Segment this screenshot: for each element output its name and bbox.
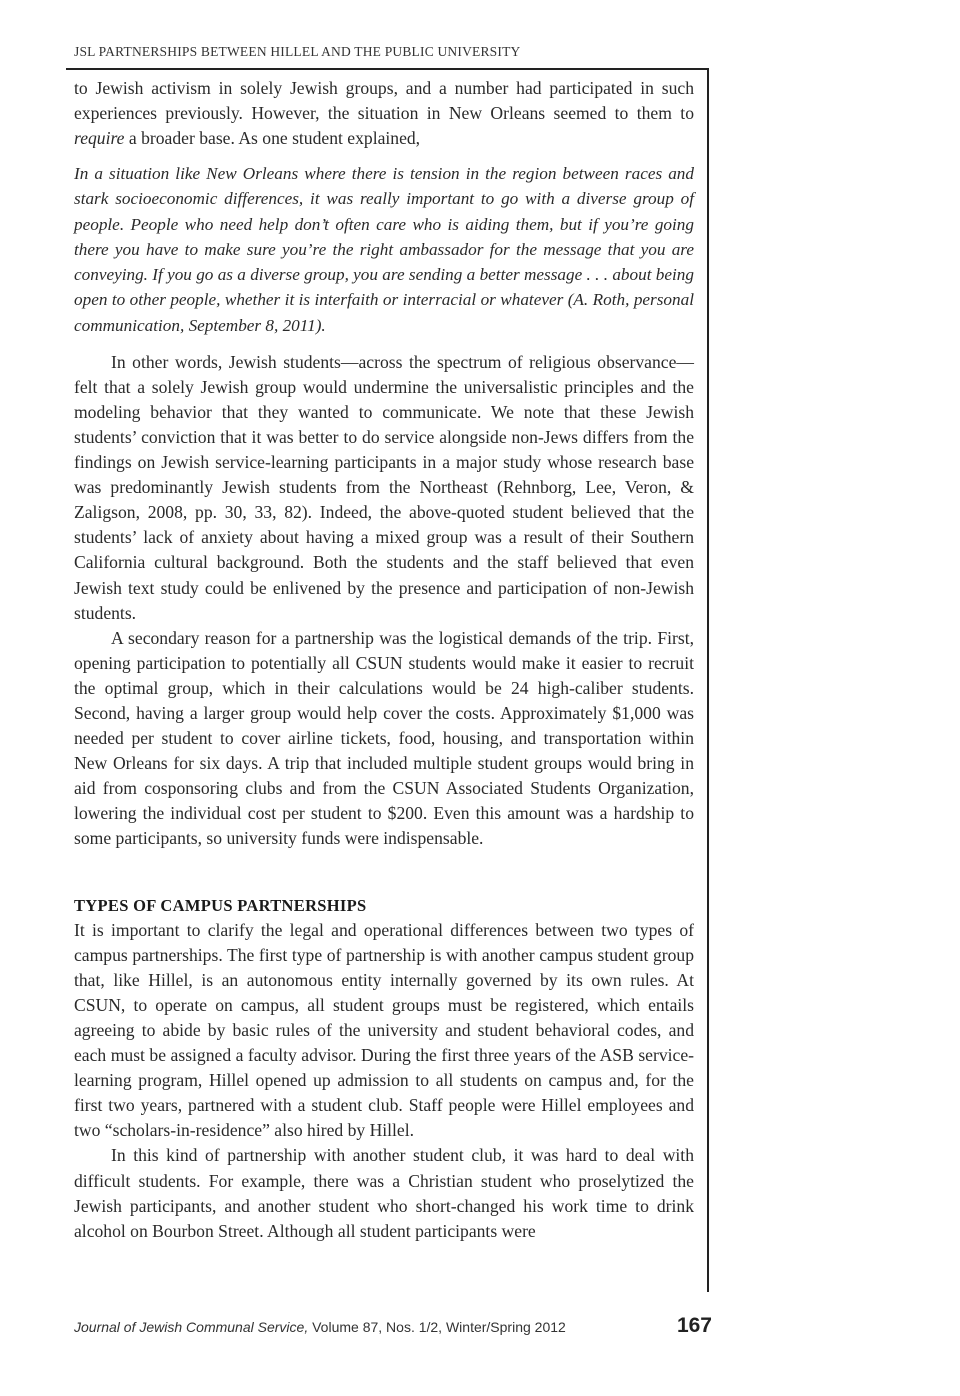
page-number: 167 (676, 1314, 712, 1337)
page-footer (74, 1314, 714, 1341)
emphasis-require: require (74, 128, 125, 149)
top-rule (66, 68, 708, 70)
journal-issue: Volume 87, Nos. 1/2, Winter/Spring 2012 (308, 1319, 566, 1335)
paragraph-1 (74, 76, 694, 151)
paragraph-4: It is important to clarify the legal and operational differences between two types of campus partnerships. The first type of partnership is with another campus student group that, like Hillel, is an autonomous entity internally governed by its own rules. At CSUN, to operate on campus, all student groups must be registered, which entails agreeing to abide by basic rules of the university and student behavioral codes, and each must be assigned a faculty advisor. During the first three years of the ASB service-learning program, Hillel opened up admission to all students on campus and, for the first two years, partnered with a student club. Staff people were Hillel employees and two “scholars-in-residence” also hired by Hillel. (74, 919, 694, 1141)
paragraph-1-tail: a broader base. As one student explained, (124, 128, 421, 149)
journal-citation (74, 1319, 566, 1335)
journal-name: Journal of Jewish Communal Service, (74, 1319, 309, 1335)
running-head: JSL PARTNERSHIPS BETWEEN HILLEL AND THE PUBLIC UNIVERSITY (74, 44, 521, 59)
section-heading: TYPES OF CAMPUS PARTNERSHIPS (74, 895, 367, 915)
paragraph-1-text: to Jewish activism in solely Jewish groups, and a number had participated in such experiences previously. However, the situation in New Orleans seemed to them to (74, 78, 694, 124)
paragraph-3: A secondary reason for a partnership was the logistical demands of the trip. First, opening participation to potentially all CSUN students would make it easier to recruit the optimal group, which in their calculations would be 24 high-caliber students. Second, having a larger group would help cover the costs. Approximately $1,000 was needed per student to cover airline tickets, food, housing, and transportation within New Orleans for six days. A trip that included multiple student groups would bring in aid from cosponsoring clubs and from the CSUN Associated Students Organization, lowering the individual cost per student to $200. Even this amount was a hardship to some participants, so university funds were indispensable. (74, 627, 694, 849)
paragraph-2: In other words, Jewish students—across the spectrum of religious observance—felt that a solely Jewish group would undermine the universalistic principles and the modeling behavior that they wanted to communicate. We note that these Jewish students’ conviction that it was better to do service alongside non-Jews differs from the findings on Jewish service-learning participants in a major study whose research base was predominantly Jewish students from the Northeast (Rehnborg, Lee, Veron, & Zaligson, 2008, pp. 30, 33, 82). Indeed, the above-quoted student believed that the students’ lack of anxiety about having a mixed group was a result of their Southern California cultural background. Both the students and the staff believed that even Jewish text study could be enlivened by the presence and participation of non-Jewish students. (74, 351, 694, 623)
paragraph-5: In this kind of partnership with another student club, it was hard to deal with difficult students. For example, there was a Christian student who proselytized the Jewish participants, and another student who short-changed his work time to drink alcohol on Bourbon Street. Although all student participants were (74, 1145, 694, 1241)
block-quote: In a situation like New Orleans where there is tension in the region between races and stark socioeconomic differences, it was really important to go with a diverse group of people. People who need help don’t often care who is aiding them, but if you’re going there you have to make sure you’re the right ambassador for the message that you are conveying. If you go as a diverse group, you are sending a better message . . . about being open to other people, whether it is interfaith or interracial or whatever (A. Roth, personal communication, September 8, 2011). (74, 164, 694, 335)
text-column (74, 76, 694, 1244)
right-rule (707, 68, 709, 1292)
